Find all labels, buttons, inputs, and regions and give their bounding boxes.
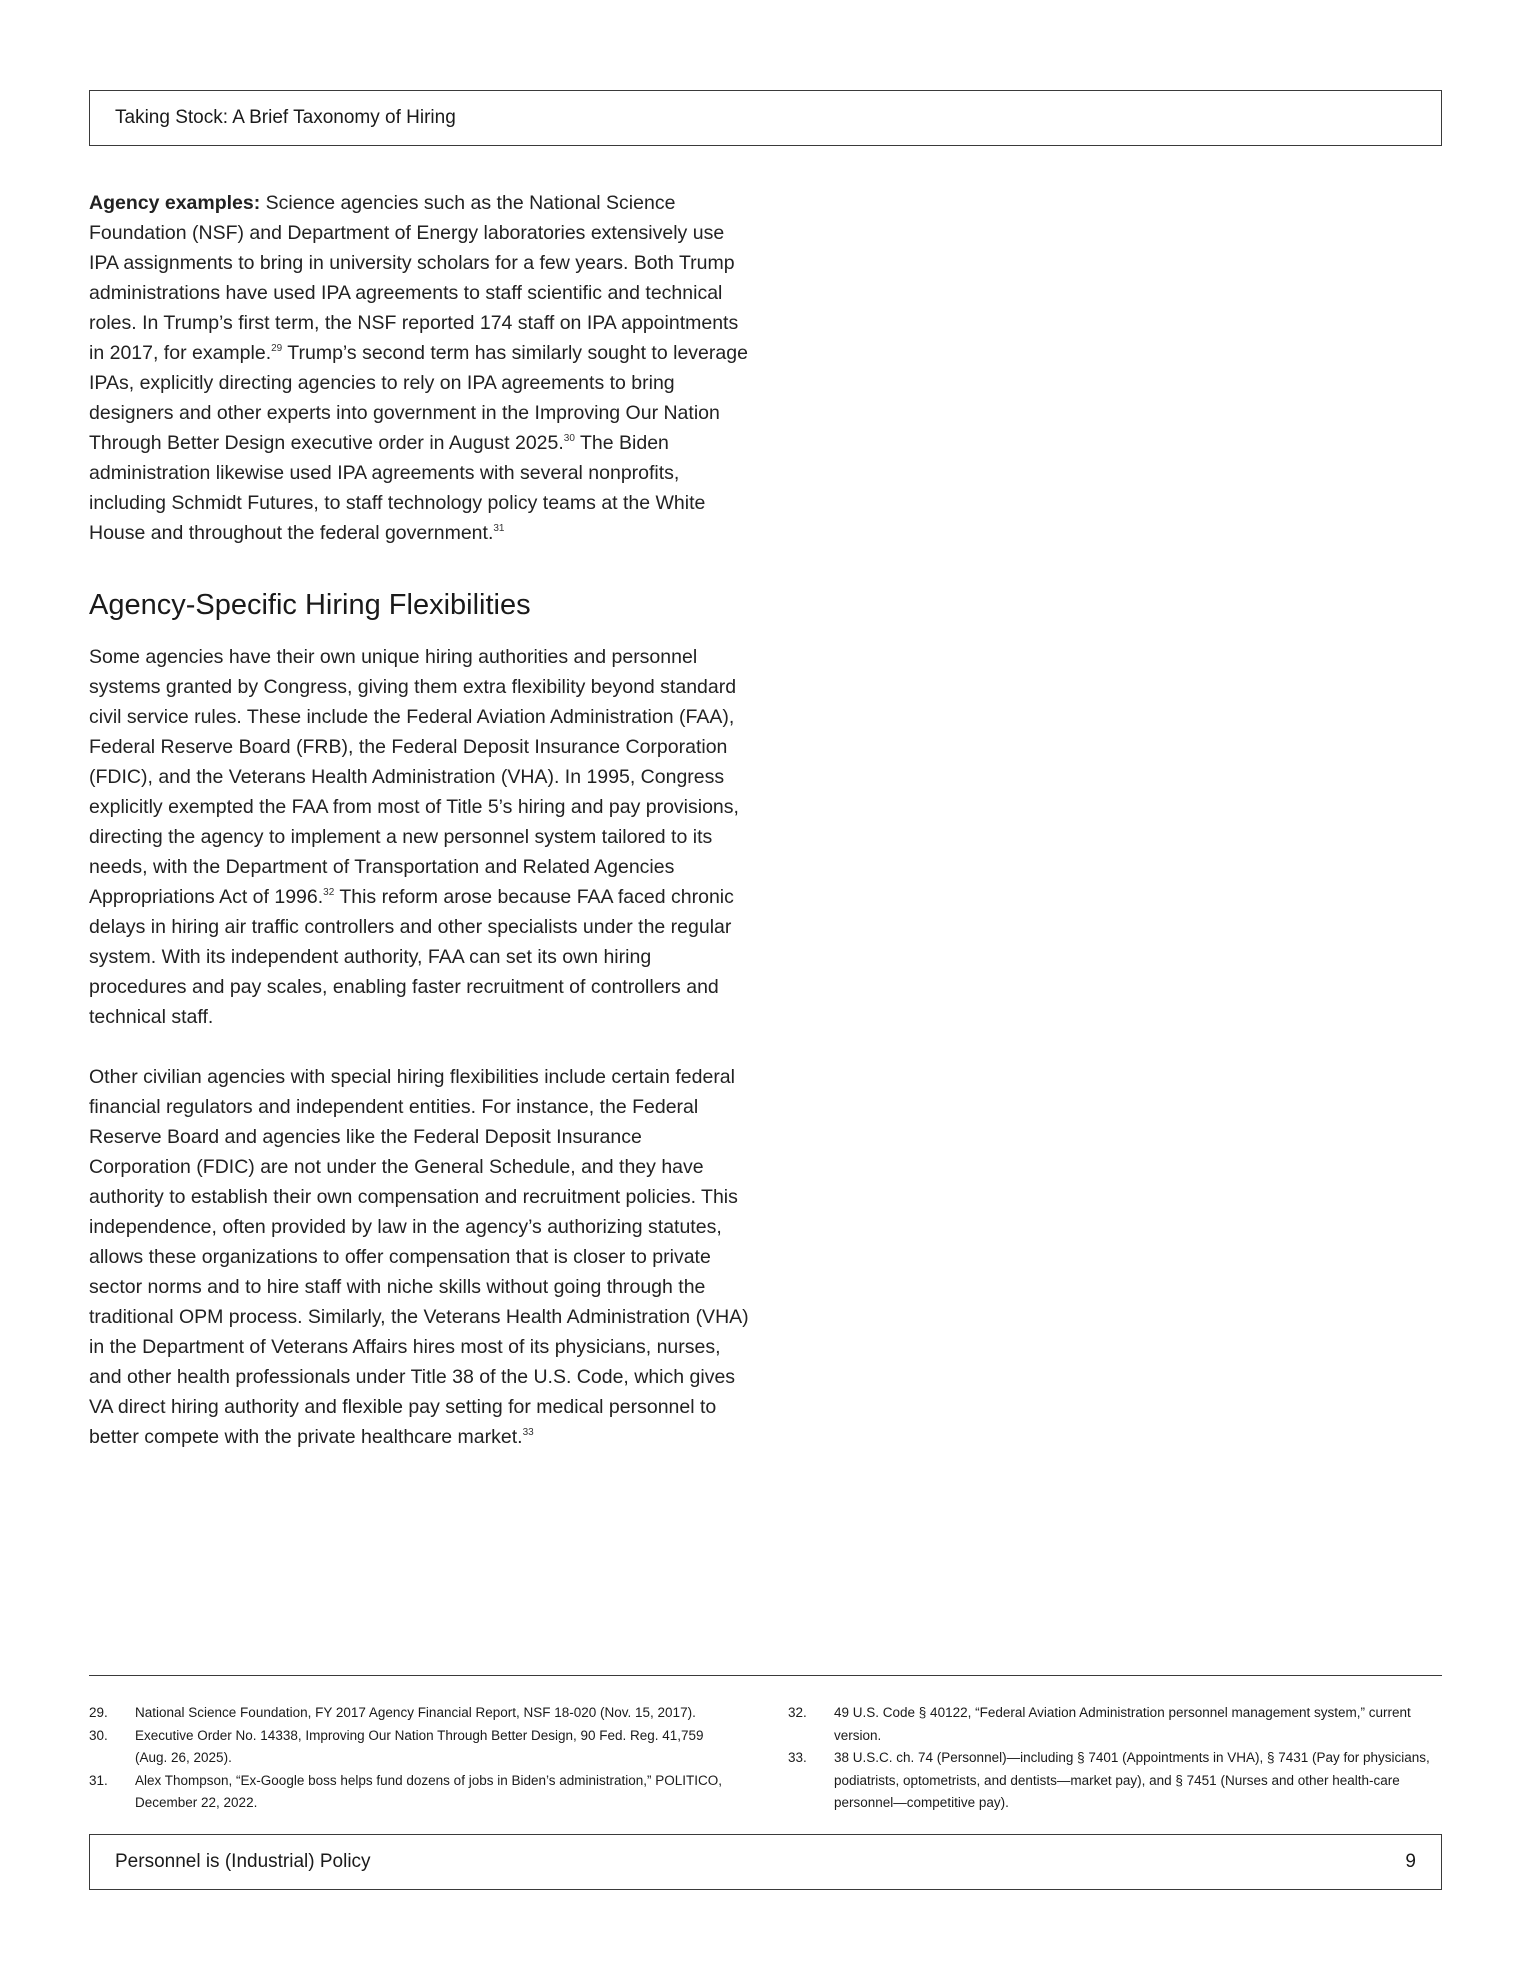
paragraph-other-agencies (89, 1062, 749, 1452)
running-header (89, 90, 1442, 146)
footnote-number: 32. (788, 1705, 807, 1720)
footnote-ref-32[interactable]: 32 (323, 887, 335, 898)
footer-title: Personnel is (Industrial) Policy (115, 1851, 371, 1872)
footnote-text: 49 U.S. Code § 40122, “Federal Aviation Administration personnel management system,” current version. (834, 1705, 1411, 1743)
page-number: 9 (1405, 1851, 1416, 1872)
paragraph-text: Some agencies have their own unique hiring authorities and personnel systems granted by Congress, giving them extra flexibility beyond standard civil service rules. These include the Federal Aviation Administration (FAA), Federal Reserve Board (FRB), the Federal Deposit Insurance Corporation (FDIC), and the Veterans Health Administration (VHA). In 1995, Congress explicitly exempted the FAA from most of Title 5’s hiring and pay provisions, directing the agency to implement a new personnel system tailored to its needs, with the Department of Transportation and Related Agencies Appropriations Act of 1996. (89, 646, 739, 908)
footnote-item (788, 1747, 1448, 1815)
footnotes-right-column (788, 1702, 1448, 1815)
footnote-number: 33. (788, 1750, 807, 1765)
paragraph-text: Other civilian agencies with special hiring flexibilities include certain federal financial regulators and independent entities. For instance, the Federal Reserve Board and agencies like the Federal Deposit Insurance Corporation (FDIC) are not under the General Schedule, and they have authority to establish their own compensation and recruitment policies. This independence, often provided by law in the agency’s authorizing statutes, allows these organizations to offer compensation that is closer to private sector norms and to hire staff with niche skills without going through the traditional OPM process. Similarly, the Veterans Health Administration (VHA) in the Department of Veterans Affairs hires most of its physicians, nurses, and other health professionals under Title 38 of the U.S. Code, which gives VA direct hiring authority and flexible pay setting for medical personnel to better compete with the private healthcare market. (89, 1066, 749, 1448)
footnote-item (89, 1702, 739, 1725)
footnote-ref-33[interactable]: 33 (522, 1427, 534, 1438)
paragraph-text: Trump’s second term has similarly sought to leverage IPAs, explicitly directing agencies to rely on IPA agreements to bring designers and other experts into government in the Improving Our Nation Through Better Design executive order in August 2025. (89, 342, 748, 454)
paragraph-text: This reform arose because FAA faced chronic delays in hiring air traffic controllers and other specialists under the regular system. With its independent authority, FAA can set its own hiring procedures and pay scales, enabling faster recruitment of controllers and technical staff. (89, 886, 734, 1028)
footnotes-left-column (89, 1702, 739, 1815)
main-column (89, 188, 749, 1452)
footnote-text: Alex Thompson, “Ex-Google boss helps fund dozens of jobs in Biden’s administration,” POLITICO, December 22, 2022. (135, 1772, 723, 1810)
footnote-number: 31. (89, 1772, 108, 1788)
running-header-title: Taking Stock: A Brief Taxonomy of Hiring (115, 107, 456, 128)
paragraph-agency-flexibilities (89, 642, 749, 1032)
footnote-item (89, 1770, 739, 1815)
footnote-text: National Science Foundation, FY 2017 Agency Financial Report, NSF 18-020 (Nov. 15, 2017). (135, 1705, 696, 1720)
footnote-ref-31[interactable]: 31 (493, 523, 505, 534)
footnote-ref-30[interactable]: 30 (563, 433, 575, 444)
footnote-number: 30. (89, 1727, 108, 1743)
paragraph-agency-examples (89, 188, 749, 548)
footnote-ref-29[interactable]: 29 (271, 343, 283, 354)
paragraph-text: Science agencies such as the National Science Foundation (NSF) and Department of Energy laboratories extensively use IPA assignments to bring in university scholars for a few years. Both Trump administrations have used IPA agreements to staff scientific and technical roles. In Trump’s first term, the NSF reported 174 staff on IPA appointments in 2017, for example. (89, 192, 739, 364)
paragraph-text: The Biden administration likewise used IPA agreements with several nonprofits, including Schmidt Futures, to staff technology policy teams at the White House and throughout the federal government. (89, 432, 706, 544)
section-heading: Agency-Specific Hiring Flexibilities (89, 589, 531, 621)
running-footer (89, 1834, 1442, 1890)
footnote-text: Executive Order No. 14338, Improving Our Nation Through Better Design, 90 Fed. Reg. 41,759 (Aug. 26, 2025). (135, 1727, 704, 1765)
footnote-number: 29. (89, 1705, 108, 1720)
footnote-item (89, 1725, 739, 1770)
footnote-text: 38 U.S.C. ch. 74 (Personnel)—including § 7401 (Appointments in VHA), § 7431 (Pay for physicians, podiatrists, optometrists, and dentists—market pay), and § 7451 (Nurses and other health-care personnel—competitive pay). (834, 1750, 1430, 1810)
footnote-item (788, 1702, 1448, 1747)
paragraph-lead: Agency examples: (89, 192, 261, 214)
footnote-divider (89, 1675, 1442, 1676)
